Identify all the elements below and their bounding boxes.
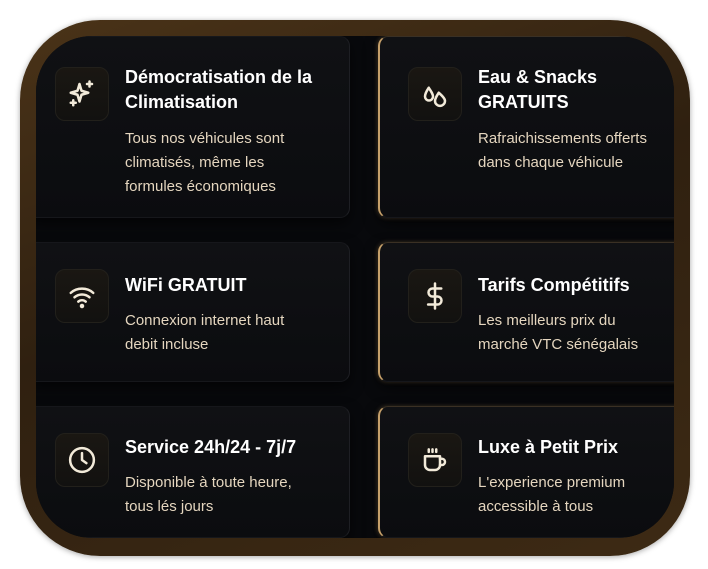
feature-description: Disponible à toute heure, tous lés jours: [125, 474, 292, 515]
dollar-icon: [420, 281, 450, 311]
feature-title: Luxe à Petit Prix: [478, 437, 619, 457]
feature-card-climatisation: [36, 36, 350, 218]
feature-description: Les meilleurs prix du marché VTC sénégalais: [478, 312, 639, 353]
feature-card-eau-snacks: [378, 36, 674, 218]
clock-icon: [67, 445, 97, 475]
feature-description: Rafraichissements offerts dans chaque véhicule: [478, 130, 647, 171]
feature-title: Service 24h/24 - 7j/7: [125, 437, 297, 457]
features-panel: [36, 36, 674, 538]
feature-icon-box: [55, 433, 109, 487]
feature-card-wifi: [36, 242, 350, 382]
feature-description: L'experience premium accessible à tous: [478, 474, 626, 515]
feature-title: Eau & Snacks GRATUITS: [478, 67, 598, 112]
feature-icon-box: [408, 433, 462, 487]
feature-card-service: [36, 406, 350, 538]
feature-card-luxe: [378, 406, 674, 538]
sparkles-icon: [67, 79, 97, 109]
feature-title: WiFi GRATUIT: [125, 275, 247, 295]
feature-title: Démocratisation de la Climatisation: [125, 67, 313, 112]
feature-icon-box: [55, 67, 109, 121]
feature-icon-box: [408, 67, 462, 121]
feature-description: Tous nos véhicules sont climatisés, même les formules économiques: [125, 130, 285, 195]
feature-icon-box: [55, 269, 109, 323]
coffee-cup-icon: [420, 445, 450, 475]
feature-title: Tarifs Compétitifs: [478, 275, 630, 295]
feature-card-tarifs: [378, 242, 674, 382]
wifi-icon: [67, 281, 97, 311]
feature-description: Connexion internet haut debit incluse: [125, 312, 285, 353]
water-drops-icon: [420, 79, 450, 109]
feature-icon-box: [408, 269, 462, 323]
